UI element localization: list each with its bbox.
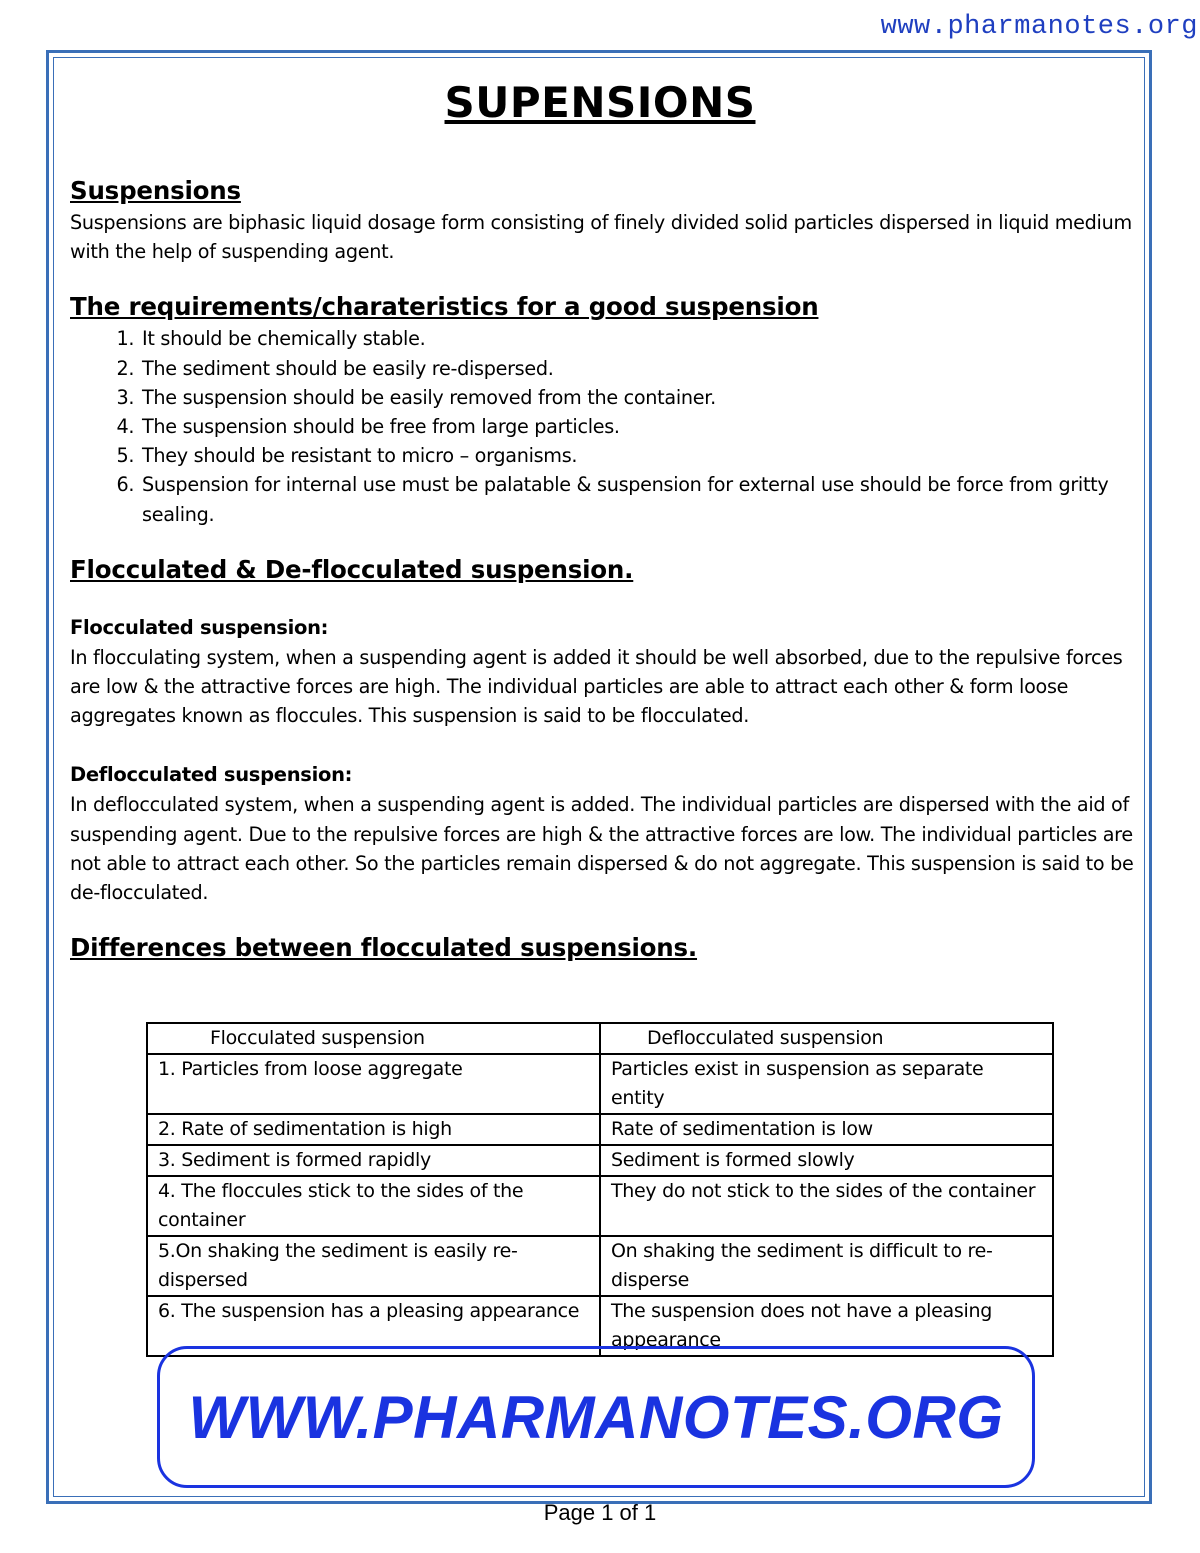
differences-table — [146, 1022, 1054, 1357]
table-cell: On shaking the sediment is difficult to re-disperse — [600, 1236, 1053, 1296]
heading-flocculated: Flocculated suspension: — [70, 615, 329, 639]
heading-deflocculated: Deflocculated suspension: — [70, 763, 353, 787]
list-item: 2. The sediment should be easily re-dispersed. — [140, 354, 1136, 383]
column-header-deflocculated: Deflocculated suspension — [600, 1023, 1053, 1054]
page-number: Page 1 of 1 — [543, 1500, 657, 1525]
flocculated-paragraph: In flocculating system, when a suspending agent is added it should be well absorbed, due to the repulsive forces are low & the attractive forces are high. The individual particles are able to attract each other & form loose aggregates known as floccules. This suspension is said to be flocculated. — [70, 645, 1123, 728]
table-cell: 2. Rate of sedimentation is high — [147, 1114, 600, 1145]
deflocculated-paragraph: In deflocculated system, when a suspending agent is added. The individual particles are dispersed with the aid of suspending agent. Due to the repulsive forces are high & the attractive forces are low. The individual particles are not able to attract each other. So the particles remain dispersed & do not aggregate. This suspension is said to be de-flocculated. — [70, 793, 1134, 905]
table-cell: The suspension does not have a pleasing appearance — [600, 1296, 1053, 1356]
list-item: 3. The suspension should be easily removed from the container. — [140, 383, 1136, 412]
table-row — [147, 1236, 1053, 1296]
list-item: 1. It should be chemically stable. — [140, 324, 1136, 353]
website-banner[interactable] — [157, 1346, 1035, 1488]
document-title: SUPENSIONS — [444, 78, 756, 127]
table-row — [147, 1176, 1053, 1236]
heading-requirements: The requirements/charateristics for a good suspension — [70, 292, 819, 322]
table-row — [147, 1054, 1053, 1114]
table-cell: 6. The suspension has a pleasing appearance — [147, 1296, 600, 1356]
table-cell: 1. Particles from loose aggregate — [147, 1054, 600, 1114]
list-item: 5. They should be resistant to micro – organisms. — [140, 441, 1136, 470]
site-url[interactable]: www.pharmanotes.org — [880, 12, 1198, 42]
requirements-list — [70, 324, 1136, 528]
column-header-flocculated: Flocculated suspension — [147, 1023, 600, 1054]
table-row — [147, 1145, 1053, 1176]
heading-suspensions: Suspensions — [70, 176, 241, 205]
list-item: 6. Suspension for internal use must be palatable & suspension for external use should be force from gritty sealing. — [140, 470, 1136, 528]
table-cell: Sediment is formed slowly — [600, 1145, 1053, 1176]
table-cell: 3. Sediment is formed rapidly — [147, 1145, 600, 1176]
table-row — [147, 1114, 1053, 1145]
table-cell: 5.On shaking the sediment is easily re-dispersed — [147, 1236, 600, 1296]
banner-text: WWW.PHARMANOTES.ORG — [188, 1383, 1004, 1451]
heading-flocculated-deflocculated: Flocculated & De-flocculated suspension. — [70, 554, 634, 584]
intro-paragraph: Suspensions are biphasic liquid dosage form consisting of finely divided solid particles dispersed in liquid medium with the help of suspending agent. — [70, 211, 1132, 264]
table-cell: Particles exist in suspension as separate entity — [600, 1054, 1053, 1114]
table-cell: 4. The floccules stick to the sides of the container — [147, 1176, 600, 1236]
table-header-row — [147, 1023, 1053, 1054]
list-item: 4. The suspension should be free from large particles. — [140, 412, 1136, 441]
differences-table-wrapper — [146, 1022, 1054, 1357]
heading-differences: Differences between flocculated suspensions. — [70, 933, 698, 963]
document-body — [70, 174, 1136, 965]
table-cell: Rate of sedimentation is low — [600, 1114, 1053, 1145]
table-cell: They do not stick to the sides of the container — [600, 1176, 1053, 1236]
